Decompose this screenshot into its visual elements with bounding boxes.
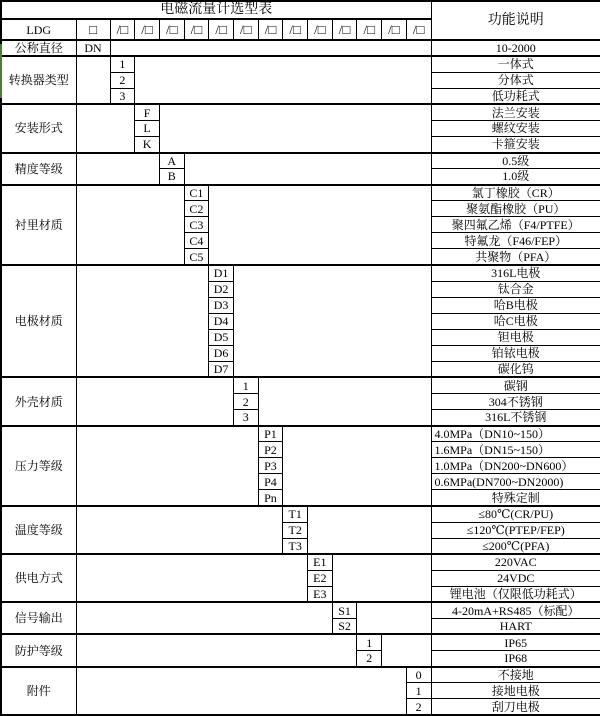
category-code: P1 <box>258 426 283 442</box>
category-label: 信号输出 <box>1 602 76 634</box>
category-label: 压力等级 <box>1 426 76 506</box>
category-label: 衬里材质 <box>1 185 76 265</box>
category-code: 1 <box>357 634 382 650</box>
table-row <box>1 185 600 201</box>
category-desc: 4.0MPa（DN10~150） <box>431 426 600 442</box>
category-desc: 接地电极 <box>431 683 600 699</box>
category-label: 外壳材质 <box>1 377 76 425</box>
category-desc: 低功耗式 <box>431 88 600 104</box>
category-code: 3 <box>233 410 258 426</box>
category-desc: 螺纹安装 <box>431 120 600 136</box>
category-desc: 聚氨酯橡胶（PU） <box>431 201 600 217</box>
category-desc: 哈B电极 <box>431 297 600 313</box>
category-code: C3 <box>184 217 209 233</box>
table-row <box>1 377 600 393</box>
category-code: 2 <box>233 394 258 410</box>
model-slot-8: /□ <box>283 19 308 40</box>
category-code: 1 <box>406 683 431 699</box>
category-code: P2 <box>258 442 283 458</box>
spacer-cell <box>135 56 431 104</box>
category-desc: 4-20mA+RS485（标配） <box>431 602 600 618</box>
category-label-diameter: 公称直径 <box>1 40 76 56</box>
category-desc: 碳化钨 <box>431 361 600 377</box>
category-desc: 0.5级 <box>431 153 600 169</box>
category-desc: 碳钢 <box>431 377 600 393</box>
model-slot-11: /□ <box>357 19 382 40</box>
category-code: P3 <box>258 458 283 474</box>
spacer-cell <box>76 634 357 666</box>
model-slot-4: /□ <box>184 19 209 40</box>
category-code: D3 <box>209 297 234 313</box>
category-desc: 304不锈钢 <box>431 394 600 410</box>
spacer-cell <box>76 602 332 634</box>
spacer-cell <box>76 185 184 265</box>
category-code: D4 <box>209 313 234 329</box>
table-row <box>1 506 600 522</box>
spacer-cell <box>76 426 258 506</box>
spacer-cell <box>76 506 283 554</box>
category-desc: 卡箍安装 <box>431 137 600 153</box>
spacer-cell <box>76 554 308 602</box>
category-label: 供电方式 <box>1 554 76 602</box>
category-desc: ≤80℃(CR/PU) <box>431 506 600 522</box>
category-desc: 氯丁橡胶（CR） <box>431 185 600 201</box>
spacer-cell <box>76 56 110 104</box>
table-row <box>1 667 600 683</box>
category-desc: 特氟龙（F46/FEP） <box>431 233 600 249</box>
category-desc: 钽电极 <box>431 329 600 345</box>
category-desc: 0.6MPa(DN700~DN2000) <box>431 474 600 490</box>
category-desc: 316L不锈钢 <box>431 410 600 426</box>
category-code: C4 <box>184 233 209 249</box>
model-slot-2: /□ <box>135 19 160 40</box>
model-slot-10: /□ <box>332 19 357 40</box>
spacer-cell <box>184 153 431 185</box>
category-code: C2 <box>184 201 209 217</box>
category-code: L <box>135 120 160 136</box>
category-desc: 1.6MPa（DN15~150） <box>431 442 600 458</box>
category-desc: ≤200℃(PFA) <box>431 538 600 554</box>
category-desc: 分体式 <box>431 72 600 88</box>
category-code: T2 <box>283 522 308 538</box>
table-row <box>1 554 600 570</box>
category-desc: 刮刀电极 <box>431 699 600 715</box>
category-label: 安装形式 <box>1 104 76 152</box>
category-code: P4 <box>258 474 283 490</box>
category-code: S1 <box>332 602 357 618</box>
category-code: 2 <box>357 651 382 667</box>
category-desc: 24VDC <box>431 570 600 586</box>
category-code: Pn <box>258 490 283 506</box>
category-label: 附件 <box>1 667 76 715</box>
green-edge-artifact <box>0 44 2 98</box>
category-code: S2 <box>332 618 357 634</box>
category-code: T3 <box>283 538 308 554</box>
category-code: D2 <box>209 281 234 297</box>
category-desc: 铂铱电极 <box>431 345 600 361</box>
spacer-cell <box>308 506 432 554</box>
category-desc: 法兰安装 <box>431 104 600 120</box>
category-desc: 1.0MPa（DN200~DN600） <box>431 458 600 474</box>
category-label: 防护等级 <box>1 634 76 666</box>
category-code: D1 <box>209 265 234 281</box>
diameter-row <box>1 40 600 56</box>
category-desc: 316L电极 <box>431 265 600 281</box>
spacer-cell <box>233 265 431 377</box>
category-code: 2 <box>406 699 431 715</box>
category-desc: HART <box>431 618 600 634</box>
category-code: B <box>159 169 184 185</box>
table-row <box>1 634 600 650</box>
category-code: 0 <box>406 667 431 683</box>
model-slot-5: /□ <box>209 19 234 40</box>
table-row <box>1 153 600 169</box>
category-code-diameter: DN <box>76 40 110 56</box>
category-desc: IP65 <box>431 634 600 650</box>
category-desc: 哈C电极 <box>431 313 600 329</box>
category-desc: 220VAC <box>431 554 600 570</box>
model-slot-7: /□ <box>258 19 283 40</box>
spacer-cell <box>283 426 431 506</box>
category-code: E2 <box>308 570 333 586</box>
model-slot-13: /□ <box>406 19 431 40</box>
category-code: D5 <box>209 329 234 345</box>
spacer-cell <box>332 554 431 602</box>
category-desc: 不接地 <box>431 667 600 683</box>
table-row <box>1 426 600 442</box>
spacer-cell <box>382 634 431 666</box>
model-slot-12: /□ <box>382 19 407 40</box>
category-code: 3 <box>110 88 135 104</box>
model-first-box: □ <box>76 19 110 40</box>
category-desc: ≤120℃(PTEP/FEP) <box>431 522 600 538</box>
category-desc-diameter: 10-2000 <box>431 40 600 56</box>
model-slot-9: /□ <box>308 19 333 40</box>
category-desc: 聚四氟乙烯（F4/PTFE） <box>431 217 600 233</box>
title-row <box>1 1 600 19</box>
category-code: 2 <box>110 72 135 88</box>
model-slot-6: /□ <box>233 19 258 40</box>
category-code: 1 <box>110 56 135 72</box>
spacer-cell <box>159 104 431 152</box>
spacer-cell <box>258 377 431 425</box>
model-slot-1: /□ <box>110 19 135 40</box>
category-code: 1 <box>233 377 258 393</box>
spacer-cell <box>76 153 159 185</box>
category-desc: 钛合金 <box>431 281 600 297</box>
spacer-cell <box>76 265 209 377</box>
spacer-cell <box>209 185 431 265</box>
category-label: 温度等级 <box>1 506 76 554</box>
category-code: E3 <box>308 586 333 602</box>
category-code: E1 <box>308 554 333 570</box>
page-title: 电磁流量计选型表 <box>1 1 431 19</box>
category-code: D7 <box>209 361 234 377</box>
category-label: 转换器类型 <box>1 56 76 104</box>
category-code: C5 <box>184 249 209 265</box>
function-header: 功能说明 <box>431 1 600 40</box>
category-code: F <box>135 104 160 120</box>
category-code: C1 <box>184 185 209 201</box>
category-desc: 共聚物（PFA） <box>431 249 600 265</box>
category-desc: IP68 <box>431 651 600 667</box>
category-label: 精度等级 <box>1 153 76 185</box>
category-label: 电极材质 <box>1 265 76 377</box>
category-code: T1 <box>283 506 308 522</box>
category-desc: 锂电池（仅限低功耗式） <box>431 586 600 602</box>
table-row <box>1 602 600 618</box>
spacer-cell <box>76 104 135 152</box>
table-row <box>1 56 600 72</box>
table-row <box>1 265 600 281</box>
category-code: K <box>135 137 160 153</box>
category-desc: 一体式 <box>431 56 600 72</box>
category-code: D6 <box>209 345 234 361</box>
category-desc: 1.0级 <box>431 169 600 185</box>
model-slot-3: /□ <box>159 19 184 40</box>
category-desc: 特殊定制 <box>431 490 600 506</box>
table-row <box>1 104 600 120</box>
spacer-cell <box>76 377 233 425</box>
spacer-cell <box>110 40 431 56</box>
spacer-cell <box>76 667 406 715</box>
category-code: A <box>159 153 184 169</box>
model-prefix: LDG <box>1 19 76 40</box>
spacer-cell <box>357 602 431 634</box>
